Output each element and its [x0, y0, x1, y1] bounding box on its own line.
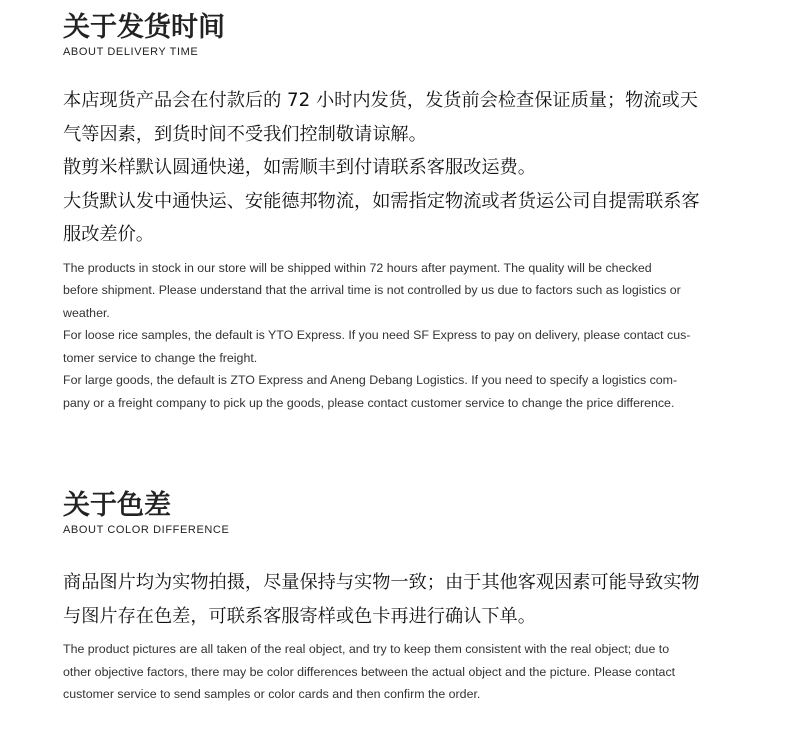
- color-en-line: customer service to send samples or color cards and then confirm the order.: [63, 687, 481, 702]
- delivery-title: 关于发货时间: [63, 12, 225, 43]
- delivery-en-line: before shipment. Please understand that the arrival time is not controlled by us due to factors such as logistics or: [63, 283, 681, 298]
- color-subtitle: ABOUT COLOR DIFFERENCE: [63, 524, 230, 536]
- delivery-en-line: weather.: [63, 305, 110, 320]
- color-chinese-text: [63, 566, 733, 633]
- delivery-en-line: The products in stock in our store will be shipped within 72 hours after payment. The quality will be checked: [63, 260, 652, 275]
- delivery-cn-line: 气等因素，到货时间不受我们控制敬请谅解。: [63, 123, 427, 145]
- delivery-en-line: pany or a freight company to pick up the goods, please contact customer service to change the price difference.: [63, 396, 675, 411]
- delivery-chinese-text: [63, 84, 733, 252]
- delivery-english-text: [63, 257, 733, 415]
- delivery-cn-line: 散剪米样默认圆通快递，如需顺丰到付请联系客服改运费。: [63, 157, 536, 178]
- delivery-subtitle: ABOUT DELIVERY TIME: [63, 46, 199, 58]
- color-en-line: other objective factors, there may be color differences between the actual object and the picture. Please contact: [63, 664, 676, 679]
- delivery-cn-line: 大货默认发中通快运、安能德邦物流，如需指定物流或者货运公司自提需联系客: [63, 190, 700, 212]
- delivery-cn-line: 本店现货产品会在付款后的 72 小时内发货，发货前会检查保证质量；物流或天: [63, 90, 698, 111]
- color-english-text: [63, 638, 733, 706]
- delivery-en-line: For large goods, the default is ZTO Express and Aneng Debang Logistics. If you need to specify a logistics com-: [63, 373, 678, 388]
- color-cn-line: 商品图片均为实物拍摄，尽量保持与实物一致；由于其他客观因素可能导致实物: [63, 572, 700, 593]
- delivery-en-line: tomer service to change the freight.: [63, 350, 258, 365]
- color-difference-section: [63, 490, 733, 706]
- color-title: 关于色差: [63, 490, 171, 521]
- delivery-cn-line: 服改差价。: [63, 224, 154, 245]
- color-cn-line: 与图片存在色差，可联系客服寄样或色卡再进行确认下单。: [63, 605, 536, 627]
- delivery-en-line: For loose rice samples, the default is YTO Express. If you need SF Express to pay on delivery, please contact cus-: [63, 328, 691, 343]
- color-en-line: The product pictures are all taken of the real object, and try to keep them consistent with the real object; due to: [63, 642, 670, 656]
- delivery-time-section: [63, 12, 733, 415]
